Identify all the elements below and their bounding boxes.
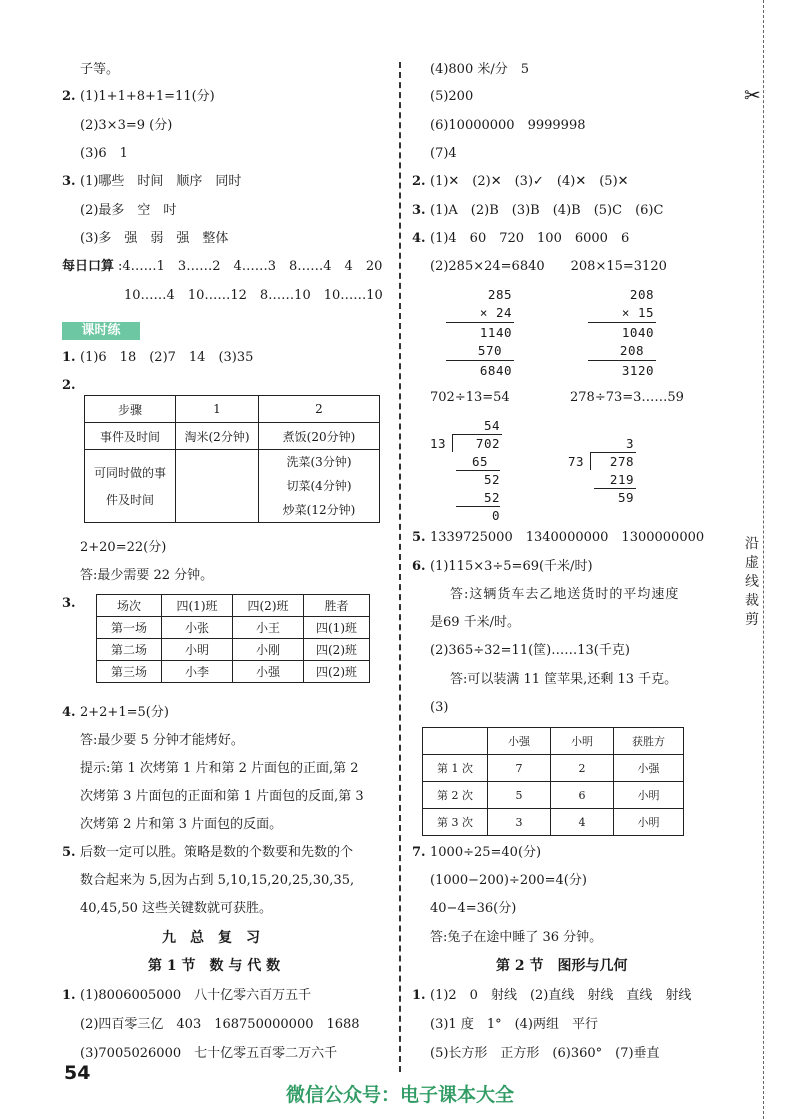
table-cell: 小刚 [233,639,304,661]
cell-line: 洗菜(3分钟) [286,455,352,469]
answer-line: (2)3×3=9 (分) [80,118,173,133]
ld-bracket [452,434,502,435]
ld-quotient: 3 [625,436,634,451]
scissor-icon: ✂ [744,83,761,107]
answer-line: 答:这辆货车去乙地送货时的平均速度 [450,587,680,602]
cell-line: 件及时间 [105,493,154,507]
question-number: 3. [62,174,76,189]
table-cell: 四(1)班 [162,595,233,617]
table-cell [176,450,259,523]
game-table [422,727,684,836]
answer-line: (4)800 米/分 5 [430,62,530,77]
table-cell: 步骤 [85,396,176,423]
answer-line: (1)6 18 (2)7 14 (3)35 [80,350,254,365]
answer-line: 40−4=36(分) [430,901,517,916]
table-cell: 2 [259,396,380,423]
ld-step: 219 [609,472,634,487]
answer-line: (2)最多 空 吋 [80,203,177,218]
vm-line: 285 [487,287,512,302]
section-title: 第 2 节 图形与几何 [496,958,628,974]
chapter-title: 九 总 复 习 [162,930,260,946]
question-number: 3. [62,596,76,611]
table-cell: 小明 [614,809,684,836]
section-tag: 课时练 [62,322,140,340]
answer-line: (6)10000000 9999998 [430,118,586,133]
vm-line: 208 [629,287,654,302]
cut-label: 沿虚线裁剪 [745,536,759,628]
ld-dividend: 278 [609,454,634,469]
vm-rule [446,360,514,361]
vm-line: 1040 [621,325,654,340]
answer-line: (1)115×3÷5=69(千米/时) [430,559,593,574]
cut-line [763,0,764,1119]
answer-line: (2)四百零三亿 403 168750000000 1688 [80,1017,360,1032]
table-cell: 第 1 次 [423,755,488,782]
answer-line: 答:最少要 5 分钟才能烤好。 [80,733,244,748]
answer-line: (2)365÷32=11(筐)……13(千克) [430,643,630,658]
question-number: 2. [412,174,426,189]
ld-step: 59 [617,490,634,505]
question-number: 5. [412,530,426,545]
answer-line: 次烤第 2 片和第 3 片面包的反面。 [80,817,283,832]
vm-line: × 15 [621,305,654,320]
ld-bracket [452,434,453,452]
question-number: 1. [62,988,76,1003]
table-cell: 煮饭(20分钟) [259,423,380,450]
ld-bracket [590,452,636,453]
table-cell: 小明 [614,782,684,809]
answer-line: 答:兔子在途中睡了 36 分钟。 [430,930,603,945]
answer-line: 278÷73=3……59 [570,390,684,405]
ld-rule [456,506,500,507]
ld-dividend: 702 [475,436,500,451]
answer-line: 答:可以装满 11 筐苹果,还剩 13 千克。 [450,672,678,687]
answer-line: (7)4 [430,146,457,161]
answer-line: 702÷13=54 [430,390,510,405]
table-cell [423,728,488,755]
vm-line: 208 [619,343,644,358]
answer-line: 1339725000 1340000000 1300000000 [430,530,705,545]
ld-rule [594,488,636,489]
question-number: 4. [62,705,76,720]
ld-divisor: 73 [568,454,585,469]
answer-line: 40,45,50 这些关键数就可获胜。 [80,901,273,916]
section-title: 第 1 节 数 与 代 数 [148,958,281,974]
answer-line: (5)200 [430,89,474,104]
table-cell: 胜者 [304,595,370,617]
question-number: 1. [412,988,426,1003]
answer-line: (5)长方形 正方形 (6)360° (7)垂直 [430,1046,660,1061]
table-cell: 场次 [97,595,162,617]
answer-line: 子等。 [80,62,120,77]
ld-step: 65 [471,454,488,469]
answer-line: 提示:第 1 次烤第 1 片和第 2 片面包的正面,第 2 [80,761,359,776]
question-number: 6. [412,559,426,574]
question-number: 3. [412,203,426,218]
ld-step: 52 [483,472,500,487]
answer-line: 次烤第 3 片面包的正面和第 1 片面包的反面,第 3 [80,789,364,804]
answer-line: 答:最少需要 22 分钟。 [80,568,214,583]
table-cell: 获胜方 [614,728,684,755]
answer-line: 是69 千米/时。 [430,615,521,630]
answer-line: 2+2+1=5(分) [80,705,169,720]
vm-line: 3120 [621,363,654,378]
vm-line: 6840 [479,363,512,378]
table-cell: 5 [488,782,551,809]
table-cell: 四(2)班 [304,661,370,683]
cell-line: 炒菜(12分钟) [282,503,356,517]
ld-step: 0 [491,508,500,523]
question-number: 1. [62,350,76,365]
answer-line: (1000−200)÷200=4(分) [430,873,587,888]
table-cell: 第三场 [97,661,162,683]
steps-table [84,395,380,523]
table-cell: 四(2)班 [233,595,304,617]
table-cell [85,450,176,523]
column-divider [399,62,401,1072]
table-cell: 3 [488,809,551,836]
table-cell: 第一场 [97,617,162,639]
answer-line: 2+20=22(分) [80,540,167,555]
table-cell: 四(1)班 [304,617,370,639]
vm-rule [588,360,656,361]
cell-line: 可同时做的事 [93,466,166,480]
vm-line: 570 [477,343,502,358]
footer-watermark: 微信公众号：电子课本大全 [285,1084,514,1106]
answer-line: (1)8006005000 八十亿零六百万五千 [80,988,312,1003]
vm-rule [446,322,514,323]
table-cell: 小明 [162,639,233,661]
table-cell: 小强 [488,728,551,755]
answer-line: 10……4 10……12 8……10 10……10 [124,288,383,303]
table-cell: 淘米(2分钟) [176,423,259,450]
table-cell: 小明 [551,728,614,755]
table-cell: 第二场 [97,639,162,661]
table-cell: 6 [551,782,614,809]
page-number: 54 [64,1062,91,1084]
question-number: 2. [62,378,76,393]
table-cell: 1 [176,396,259,423]
daily-label: 每日口算 [62,259,115,274]
answer-line: 数合起来为 5,因为占到 5,10,15,20,25,30,35, [80,873,355,888]
answer-line: (1)A (2)B (3)B (4)B (5)C (6)C [430,203,664,218]
answer-line: (1)✕ (2)✕ (3)✓ (4)✕ (5)✕ [430,174,629,189]
answer-line: (3)1 度 1° (4)两组 平行 [430,1017,599,1032]
answer-line: (3) [430,700,449,715]
table-cell: 小王 [233,617,304,639]
answer-line: (1)4 60 720 100 6000 6 [430,231,630,246]
answer-line: (2)285×24=6840 208×15=3120 [430,259,667,274]
answer-line: (3)7005026000 七十亿零五百零二万六千 [80,1046,338,1061]
vm-line: × 24 [479,305,512,320]
question-number: 5. [62,845,76,860]
table-cell: 四(2)班 [304,639,370,661]
table-cell: 小强 [233,661,304,683]
ld-quotient: 54 [483,418,500,433]
table-cell: 7 [488,755,551,782]
table-cell: 4 [551,809,614,836]
ld-divisor: 13 [430,436,447,451]
table-cell: 小张 [162,617,233,639]
table-cell: 小李 [162,661,233,683]
answer-line: (3)多 强 弱 强 整体 [80,231,229,246]
answer-line: (3)6 1 [80,146,128,161]
answer-line: 1000÷25=40(分) [430,845,542,860]
answer-line: :4……1 3……2 4……3 8……4 4 20 [118,259,383,274]
question-number: 4. [412,231,426,246]
ld-rule [456,470,500,471]
table-cell: 事件及时间 [85,423,176,450]
match-table [96,594,370,683]
ld-step: 52 [483,490,500,505]
question-number: 2. [62,89,76,104]
table-cell: 小强 [614,755,684,782]
answer-line: (1)1+1+8+1=11(分) [80,89,215,104]
answer-line: (1)2 0 射线 (2)直线 射线 直线 射线 [430,988,692,1003]
cell-line: 切菜(4分钟) [286,479,352,493]
table-cell: 第 2 次 [423,782,488,809]
vm-rule [588,322,656,323]
vm-line: 1140 [479,325,512,340]
ld-bracket [590,452,591,470]
answer-line: 后数一定可以胜。策略是数的个数要和先数的个 [80,845,354,860]
table-cell: 2 [551,755,614,782]
question-number: 7. [412,845,426,860]
answer-line: (1)哪些 时间 顺序 同时 [80,174,242,189]
table-cell [259,450,380,523]
table-cell: 第 3 次 [423,809,488,836]
